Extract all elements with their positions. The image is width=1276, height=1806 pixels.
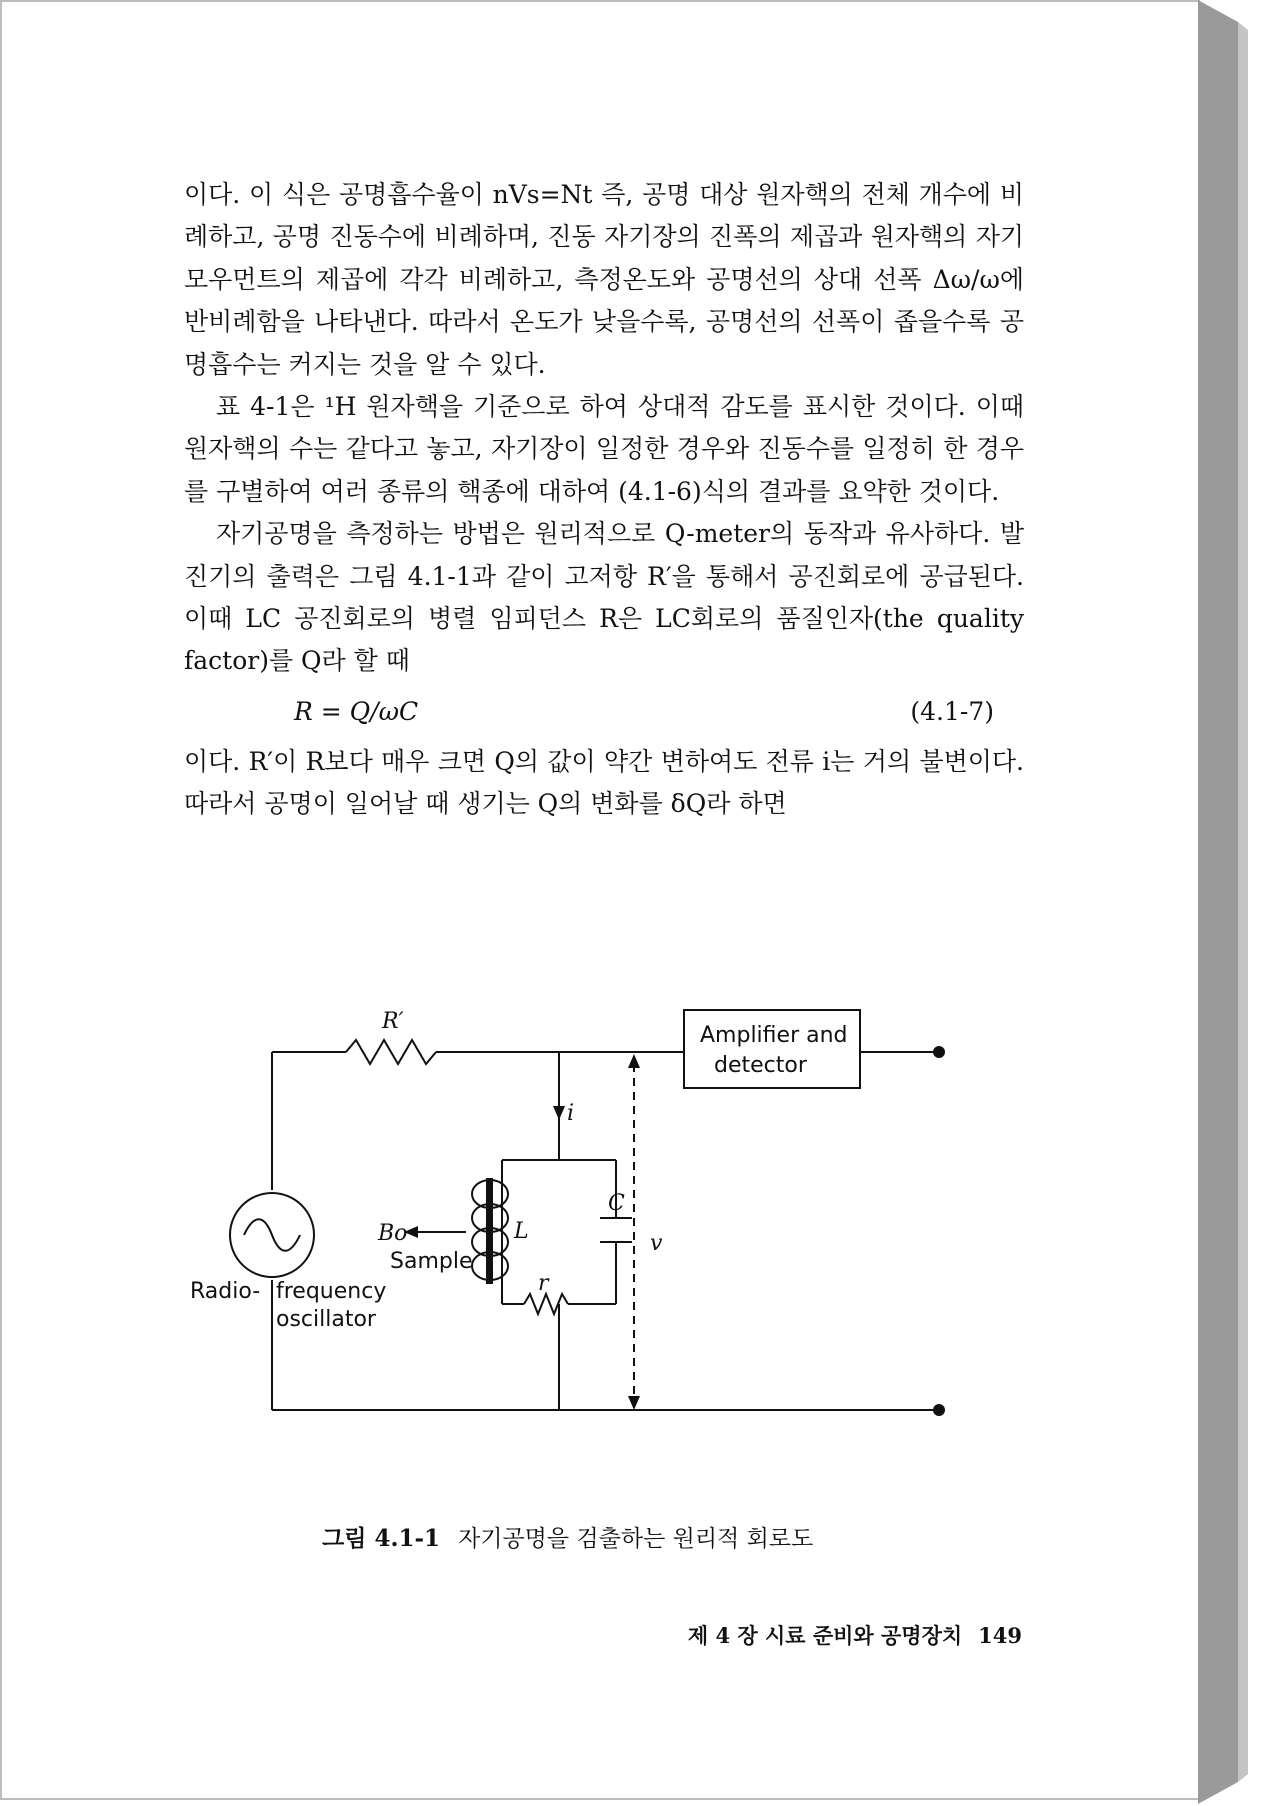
caption-text: 자기공명을 검출하는 원리적 회로도: [458, 1526, 814, 1552]
circuit-diagram: [184, 992, 1024, 1512]
sample-rod: [486, 1178, 493, 1284]
equation-number: (4.1-7): [910, 696, 994, 726]
label-amplifier-1: Amplifier and: [700, 1023, 848, 1048]
resistor-r-prime: [346, 1040, 436, 1064]
label-current-i: i: [567, 1101, 575, 1126]
body-text: [184, 174, 1024, 826]
footer-chapter: 제 4 장 시료 준비와 공명장치: [687, 1623, 963, 1648]
paragraph-3: 자기공명을 측정하는 방법은 원리적으로 Q-meter의 동작과 유사하다. 발진기의 출력은 그림 4.1-1과 같이 고저항 R′을 통해서 공진회로에 공급된다. 이때 LC 공진회로의 병렬 임피던스 R은 LC회로의 품질인자(the quality factor)를 Q라 할 때: [184, 519, 1024, 676]
paragraph-2: 표 4-1은 ¹H 원자핵을 기준으로 하여 상대적 감도를 표시한 것이다. 이때 원자핵의 수는 같다고 놓고, 자기장이 일정한 경우와 진동수를 일정히 한 경우를 구별하여 여러 종류의 핵종에 대하여 (4.1-6)식의 결과를 요약한 것이다.: [184, 392, 1024, 506]
label-source-3: oscillator: [276, 1307, 376, 1332]
current-arrow-icon: [553, 1106, 565, 1120]
paragraph-4: 이다. R′이 R보다 매우 크면 Q의 값이 약간 변하여도 전류 i는 거의 불변이다. 따라서 공명이 일어날 때 생기는 Q의 변화를 δQ라 하면: [184, 746, 1024, 819]
label-amplifier-2: detector: [714, 1053, 807, 1078]
caption-number: 그림 4.1-1: [322, 1525, 441, 1552]
resistor-r-small: [524, 1294, 568, 1314]
output-terminal-bottom: [933, 1404, 945, 1416]
label-inductor-l: L: [514, 1219, 529, 1244]
voltage-arrow-down-icon: [628, 1396, 640, 1410]
label-r-prime: R′: [382, 1009, 404, 1034]
label-capacitor-c: C: [608, 1191, 625, 1216]
label-voltage-v: v: [650, 1231, 663, 1256]
voltage-arrow-up-icon: [628, 1054, 640, 1068]
page-number: 149: [978, 1623, 1022, 1648]
sine-wave-icon: [244, 1219, 300, 1251]
circuit-svg: [184, 992, 1024, 1512]
equation-4-1-7: [184, 683, 1024, 741]
page-footer: [602, 1620, 1022, 1650]
output-terminal-top: [933, 1046, 945, 1058]
label-source-2: frequency: [276, 1279, 387, 1304]
paragraph-1: 이다. 이 식은 공명흡수율이 nVs=Nt 즉, 공명 대상 원자핵의 전체 개수에 비례하고, 공명 진동수에 비례하며, 진동 자기장의 진폭의 제곱과 원자핵의 자기모우먼트의 제곱에 각각 비례하고, 측정온도와 공명선의 상대 선폭 Δω/ω에 반비례함을 나타낸다. 따라서 온도가 낮을수록, 공명선의 선폭이 좁을수록 공명흡수는 커지는 것을 알 수 있다.: [184, 180, 1024, 379]
page-stack-edge: [1198, 0, 1258, 1804]
label-sample: Sample: [390, 1249, 473, 1274]
label-source-1: Radio-: [190, 1279, 261, 1304]
figure-caption: [322, 1520, 922, 1553]
label-b0: Bo: [378, 1221, 408, 1246]
label-resistor-r: r: [538, 1271, 549, 1296]
equation-body: R = Q/ωC: [294, 696, 419, 726]
